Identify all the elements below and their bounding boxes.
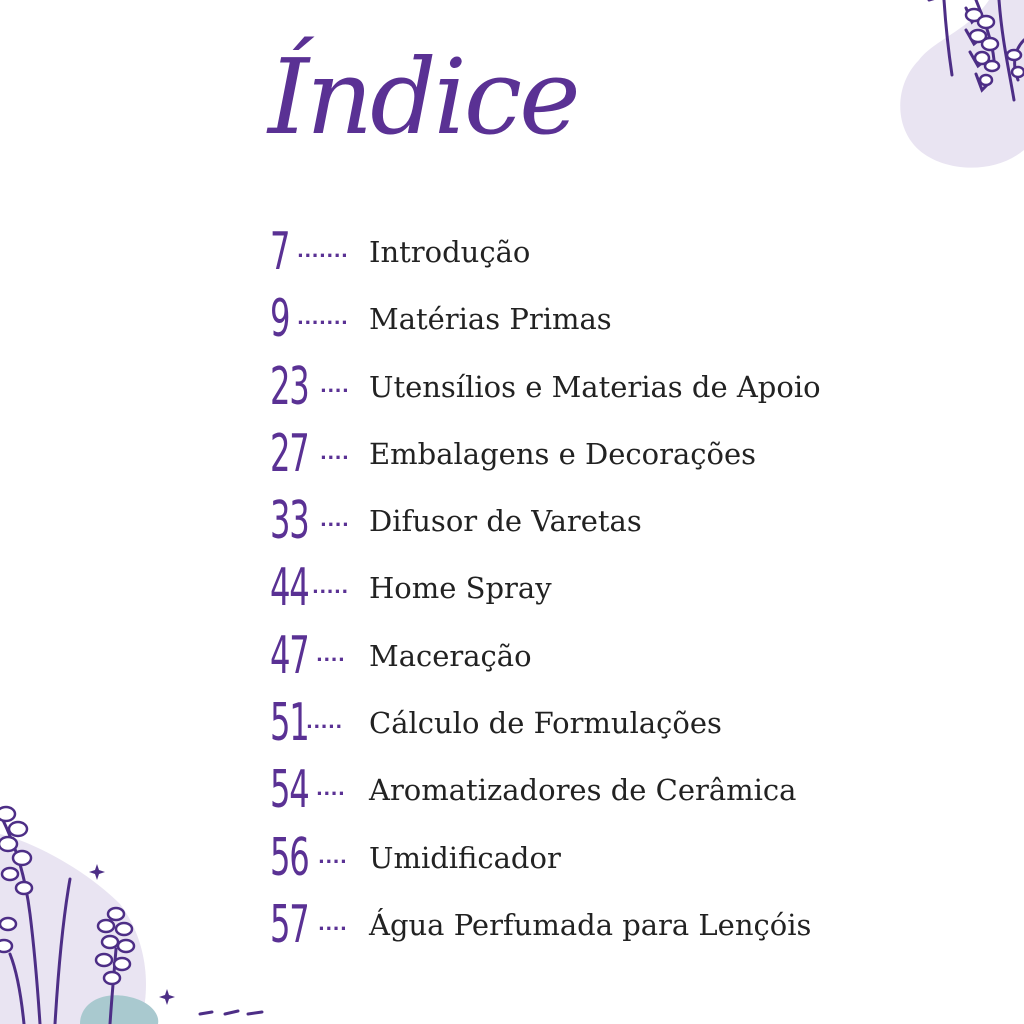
toc-title: Aromatizadores de Cerâmica	[369, 773, 797, 808]
toc-leader-dots: ....	[318, 913, 348, 935]
toc-leader-dots: .......	[297, 308, 349, 330]
toc-leader-dots: ....	[318, 846, 348, 868]
toc-page-number: 33	[270, 491, 309, 552]
toc-entry[interactable]	[270, 491, 990, 558]
toc-page-number: 9	[270, 289, 290, 350]
toc-title: Difusor de Varetas	[369, 504, 642, 539]
page-title: Índice	[268, 36, 578, 158]
toc-title: Umidificador	[369, 840, 561, 875]
lavender-flowers-icon	[0, 774, 290, 1024]
toc-entry[interactable]	[270, 424, 990, 491]
toc-leader-dots: ....	[320, 442, 350, 464]
toc-leader-dots: .....	[306, 712, 343, 734]
toc-page-number: 44	[270, 558, 309, 619]
toc-page-number: 56	[270, 827, 309, 888]
toc-entry[interactable]	[270, 760, 990, 827]
toc-entry[interactable]	[270, 828, 990, 895]
toc-leader-dots: ....	[316, 644, 346, 666]
toc-title: Embalagens e Decorações	[369, 436, 756, 471]
toc-page-number: 54	[270, 760, 309, 821]
toc-leader-dots: ....	[316, 779, 346, 801]
table-of-contents	[270, 222, 990, 962]
toc-entry[interactable]	[270, 357, 990, 424]
toc-title: Home Spray	[369, 571, 552, 606]
toc-leader-dots: ....	[320, 375, 350, 397]
toc-title: Água Perfumada para Lençóis	[369, 907, 812, 942]
toc-leader-dots: .......	[297, 241, 349, 262]
toc-page-number: 47	[270, 625, 309, 686]
toc-title: Matérias Primas	[369, 302, 612, 337]
toc-page-number: 23	[270, 356, 309, 417]
toc-title: Introdução	[369, 235, 531, 269]
toc-entry[interactable]	[270, 626, 990, 693]
toc-page-number: 7	[270, 222, 290, 282]
toc-entry[interactable]	[270, 289, 990, 356]
toc-entry[interactable]	[270, 558, 990, 625]
toc-page-number: 27	[270, 423, 309, 484]
toc-entry[interactable]	[270, 222, 990, 289]
toc-title: Utensílios e Materias de Apoio	[369, 369, 821, 404]
toc-page-number: 51	[270, 693, 309, 754]
lavender-sprig-icon	[874, 0, 1024, 180]
toc-leader-dots: ....	[320, 510, 350, 532]
toc-title: Maceração	[369, 638, 532, 673]
toc-page-number: 57	[270, 894, 309, 955]
toc-leader-dots: .....	[312, 577, 349, 599]
toc-entry[interactable]	[270, 895, 990, 962]
toc-title: Cálculo de Formulações	[369, 706, 722, 741]
toc-entry[interactable]	[270, 693, 990, 760]
